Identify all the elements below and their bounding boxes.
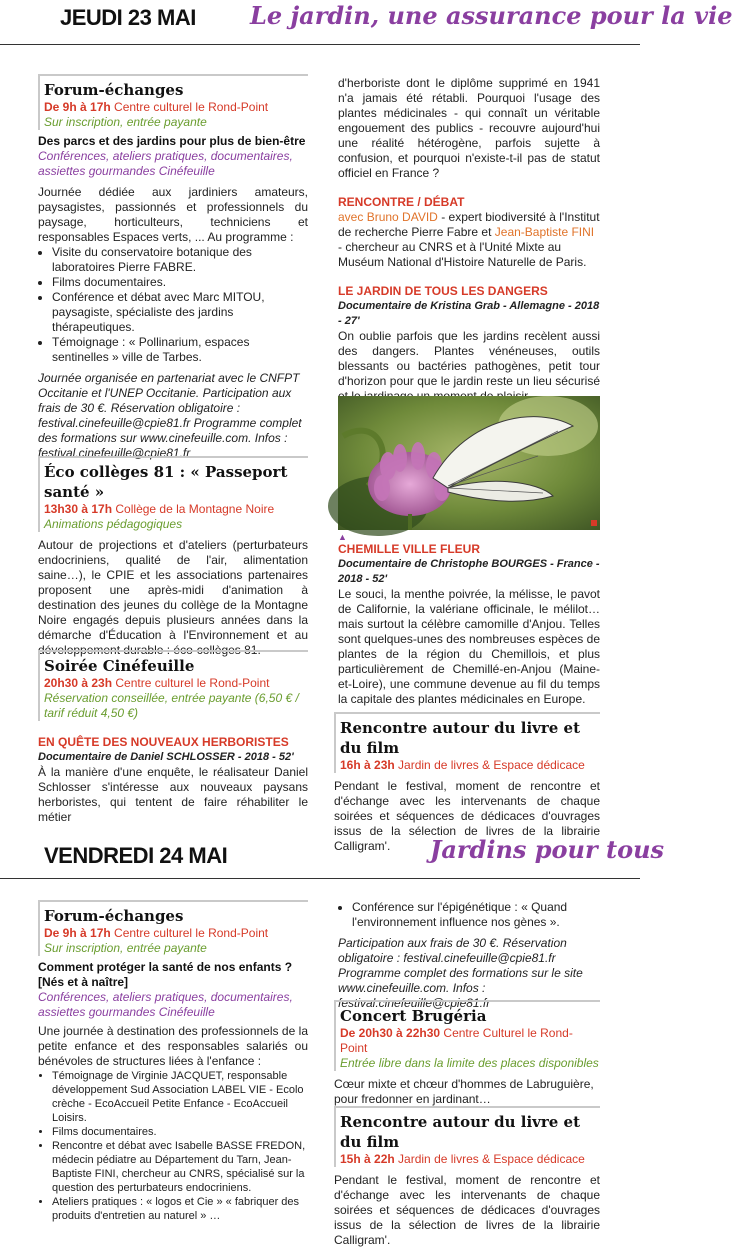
forum-note: Sur inscription, entrée payante <box>44 115 207 129</box>
list-item: • Conférence et débat avec Marc MITOU, paysagiste, spécialiste des jardins thérapeutiques. <box>52 290 308 335</box>
forum-intro: Une journée à destination des professionnels de la petite enfance et des responsables salariés ou bénévoles de structures liées à l'enfance : <box>38 1024 308 1068</box>
forum-list <box>38 245 308 365</box>
rencontre-body: Pendant le festival, moment de rencontre et d'échange avec les intervenants de chaque soirées et séquences de dédicaces d'ouvrages issus de la sélection de livres de la librairie Calligram'. <box>334 779 600 853</box>
forum-subtitle: Conférences, ateliers pratiques, documentaires, assiettes gourmandes Cinéfeuille <box>38 149 293 178</box>
eco-title: Éco collèges 81 : « Passeport santé » <box>44 463 288 501</box>
forum-title: Forum-échanges <box>44 907 184 925</box>
film3-body: Le souci, la menthe poivrée, la mélisse, le pavot de Californie, la valériane officinale, le mélilot… mais surtout la célèbre camomille d'Anjou. Telles sont quelques-unes des nombreuses espèces de plantes de la région du Chemillois, et plus particulièrement de Chemillé-en-Anjou (Maine-et-Loire), une commune devenue au fil du temps la capitale des plantes médicinales en Europe. <box>338 587 600 706</box>
right-column-thursday <box>338 76 600 404</box>
soiree-box <box>38 650 308 721</box>
eco-note: Animations pédagogiques <box>44 517 183 531</box>
eco-body: Autour de projections et d'ateliers (perturbateurs endocriniens, qualité de l'air, alimentation saine…), le CPIE et les associations partenaires proposent une après-midi d'animation à destination des jeunes du collège de la Montagne Noire engagés depuis plusieurs années dans la démarche d'Éducation à l'Environnement et au développement durable : éco-collèges 81. <box>38 538 308 657</box>
forum-title: Forum-échanges <box>44 81 184 99</box>
list-item: • Visite du conservatoire botanique des laboratoires Pierre FABRE. <box>52 245 308 275</box>
rencontre-body: Pendant le festival, moment de rencontre et d'échange avec les intervenants de chaque soirées et séquences de dédicaces d'ouvrages issus de la sélection de livres de la librairie Calligram'. <box>334 1173 600 1247</box>
forum-section-friday <box>38 900 308 1223</box>
forum-subtitle: Conférences, ateliers pratiques, documentaires, assiettes gourmandes Cinéfeuille <box>38 990 293 1019</box>
rencontre-time: 16h à 23h <box>340 758 395 772</box>
eco-time: 13h30 à 17h <box>44 502 113 516</box>
rencontre-section-thursday <box>334 712 600 854</box>
forum-place: Centre culturel le Rond-Point <box>114 926 269 940</box>
soiree-section <box>38 650 308 825</box>
forum-place: Centre culturel le Rond-Point <box>114 100 269 114</box>
rencontre-time: 15h à 22h <box>340 1152 395 1166</box>
debate-body <box>338 210 600 270</box>
debate-person-2: Jean-Baptiste FINI <box>494 225 595 239</box>
concert-time: De 20h30 à 22h30 <box>340 1026 441 1040</box>
rencontre-title: Rencontre autour du livre et du film <box>340 719 581 757</box>
forum-footer: Journée organisée en partenariat avec le CNFPT Occitanie et l'UNEP Occitanie. Participation aux frais de 30 €. Réservation obligatoire : festival.cinefeuille@cpie81.fr Programme complet des formations sur www.cinefeuille.com. Infos : festival.cinefeuille@cpie81.fr <box>38 371 302 460</box>
forum-section-thursday <box>38 74 308 461</box>
eco-place: Collège de la Montagne Noire <box>115 502 275 516</box>
debate-lead: avec <box>338 210 364 224</box>
film3-title: CHEMILLE VILLE FLEUR <box>338 542 480 556</box>
theme-title-friday: Jardins pour tous <box>430 835 665 864</box>
concert-title: Concert Brugéria <box>340 1007 487 1025</box>
soiree-place: Centre culturel le Rond-Point <box>115 676 270 690</box>
list-item: • Rencontre et débat avec Isabelle BASSE FREDON, médecin pédiatre au Département du Tarn, Jean-Baptiste FINI, chercheur au CNRS, spécialisé sur la question des perturbateurs endocriniens. <box>52 1139 308 1195</box>
film2-subtitle: Documentaire de Kristina Grab - Allemagne - 2018 - 27' <box>338 300 600 327</box>
film1-body-continued: d'herboriste dont le diplôme supprimé en 1941 n'a jamais été rétabli. Pourquoi l'usage des plantes médicinales - qui connaît un véritable engouement des publics - recouvre aujourd'hui une réalité hétérogène, parfois sujette à confusion, et pourquoi n'existe-t-il pas de statut officiel en France ? <box>338 76 600 180</box>
list-item: • Conférence sur l'épigénétique : « Quand l'environnement influence nos gènes ». <box>352 900 600 930</box>
soiree-title: Soirée Cinéfeuille <box>44 657 195 675</box>
rencontre-place: Jardin de livres & Espace dédicace <box>398 758 585 772</box>
concert-place: Centre Culturel le Rond-Point <box>340 1026 573 1055</box>
header-rule <box>0 44 640 45</box>
list-item: • Témoignage : « Pollinarium, espaces sentinelles » ville de Tarbes. <box>52 335 308 365</box>
rencontre-section-friday <box>334 1106 600 1248</box>
day-heading-friday: VENDREDI 24 MAI <box>44 843 228 868</box>
forum-box <box>38 74 308 130</box>
photo-illustration <box>338 396 600 530</box>
forum-headline: Des parcs et des jardins pour plus de bien-être <box>38 134 306 148</box>
forum-box <box>38 900 308 956</box>
film1-subtitle: Documentaire de Daniel SCHLOSSER - 2018 - 52' <box>38 751 294 763</box>
concert-section <box>334 1000 600 1107</box>
film3-section <box>338 532 600 707</box>
concert-box <box>334 1000 600 1071</box>
header-rule <box>0 878 640 879</box>
forum-footer: Participation aux frais de 30 €. Réservation obligatoire : festival.cinefeuille@cpie81.fr Programme complet des formations sur le site www.cinefeuille.com. Infos : festival.cinefeuille@cpie81.fr <box>338 936 583 1010</box>
right-column-friday <box>338 900 600 1011</box>
debate-person-1: Bruno DAVID <box>366 210 438 224</box>
rencontre-box <box>334 712 600 773</box>
debate-text-1: - expert biodiversité à l'Institut de recherche Pierre Fabre et <box>338 210 600 239</box>
rencontre-title: Rencontre autour du livre et du film <box>340 1113 581 1151</box>
concert-note: Entrée libre dans la limite des places disponibles <box>340 1056 599 1070</box>
forum-list-continued <box>338 900 600 930</box>
soiree-note: Réservation conseillée, entrée payante (6,50 € / tarif réduit 4,50 €) <box>44 691 299 720</box>
eco-box <box>38 456 308 532</box>
film1-title: EN QUÊTE DES NOUVEAUX HERBORISTES <box>38 735 289 749</box>
rencontre-place: Jardin de livres & Espace dédicace <box>398 1152 585 1166</box>
forum-time: De 9h à 17h <box>44 100 111 114</box>
film2-body: On oublie parfois que les jardins recèlent aussi des dangers. Plantes vénéneuses, outils blessants ou bactéries pathogènes, petit tour d'horizon pour que le jardin reste un lieu sécurisé <box>338 329 600 388</box>
forum-intro: Journée dédiée aux jardiniers amateurs, paysagistes, passionnés et professionnels du paysage, horticulteurs, techniciens et responsables Espaces verts, ... Au programme : <box>38 185 308 244</box>
day-heading-thursday: JEUDI 23 MAI <box>60 5 196 30</box>
forum-list <box>38 1069 308 1223</box>
list-item: • Films documentaires. <box>52 275 308 290</box>
list-item: • Témoignage de Virginie JACQUET, responsable développement Sud Association LABEL VIE - Ecolo crèche - EcoAccueil Petite Enfance - EcoAccueil Loisirs. <box>52 1069 308 1125</box>
list-item: • Films documentaires. <box>52 1125 308 1139</box>
forum-headline: Comment protéger la santé de nos enfants ? [Nés et à naître] <box>38 960 293 989</box>
film2-title: LE JARDIN DE TOUS LES DANGERS <box>338 284 548 298</box>
forum-time: De 9h à 17h <box>44 926 111 940</box>
debate-text-2: - chercheur au CNRS et à l'Unité Mixte au Muséum National d'Histoire Naturelle de Paris. <box>338 240 587 269</box>
soiree-time: 20h30 à 23h <box>44 676 113 690</box>
debate-title: RENCONTRE / DÉBAT <box>338 195 465 209</box>
rencontre-box <box>334 1106 600 1167</box>
caption-marker-icon: ▲ <box>338 532 347 542</box>
forum-note: Sur inscription, entrée payante <box>44 941 207 955</box>
theme-title-thursday: Le jardin, une assurance pour la vie <box>250 1 732 30</box>
film1-body: À la manière d'une enquête, le réalisateur Daniel Schlosser s'intéresse aux nouveaux paysans herboristes, qui tentent de faire réhabiliter le métier <box>38 765 308 824</box>
butterfly-photo <box>338 396 600 530</box>
concert-body: Cœur mixte et chœur d'hommes de Labruguière, pour fredonner en jardinant… <box>334 1077 594 1106</box>
list-item: • Ateliers pratiques : « logos et Cie » « fabriquer des produits d'entretien au naturel » … <box>52 1195 308 1223</box>
eco-section <box>38 456 308 658</box>
film3-subtitle: Documentaire de Christophe BOURGES - France - 2018 - 52' <box>338 558 600 585</box>
